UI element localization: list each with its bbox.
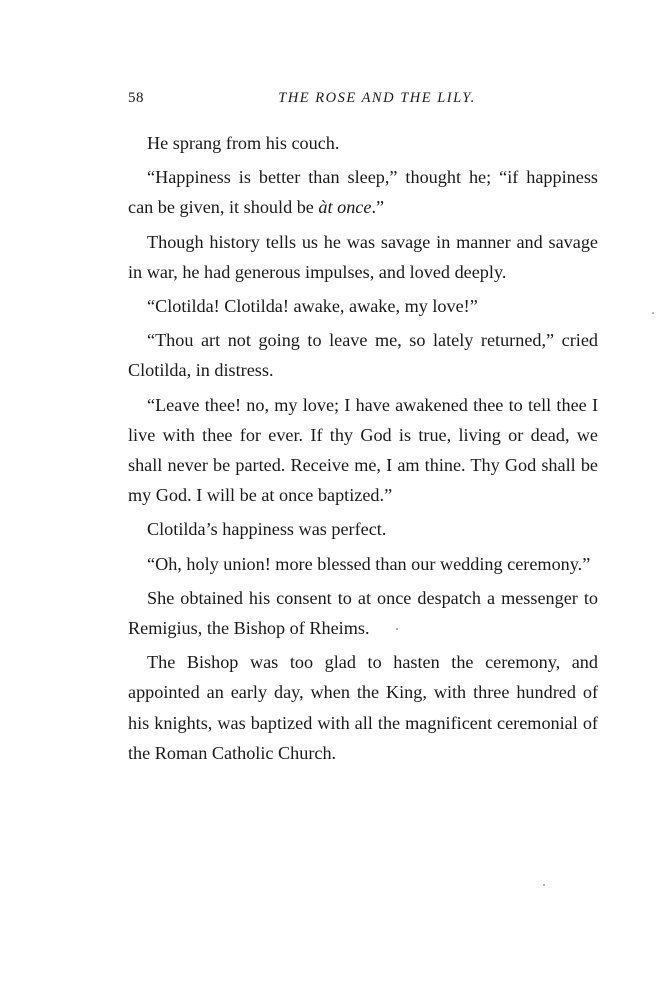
paragraph-text: He sprang from his couch. <box>147 133 340 153</box>
body-text <box>128 128 598 768</box>
paragraph <box>128 549 598 579</box>
paragraph-text: “Oh, holy union! more blessed than our wedding ceremony.” <box>147 553 591 574</box>
paper-speck <box>652 312 654 314</box>
paper-speck <box>543 884 545 886</box>
paragraph-text: Clotilda’s happiness was perfect. <box>147 519 387 540</box>
paragraph <box>128 390 598 511</box>
paragraph <box>128 514 598 544</box>
paragraph <box>128 647 598 768</box>
paragraph <box>128 291 598 321</box>
paragraph <box>128 128 598 158</box>
paragraph-text: Though history tells us he was savage in manner and savage in war, he had generous impulses, and loved deeply. <box>128 231 598 282</box>
running-head <box>128 90 598 114</box>
page-number: 58 <box>128 90 144 106</box>
paragraph <box>128 162 598 222</box>
paper-speck <box>396 628 398 630</box>
paragraph <box>128 227 598 287</box>
paragraph-text: “Happiness is better than sleep,” thought he; “if happiness can be given, it should be <box>128 167 598 218</box>
emphasis-text: àt once <box>318 197 372 218</box>
paragraph-text: She obtained his consent to at once despatch a messenger to Remigius, the Bishop of Rheims. <box>128 587 598 639</box>
paragraph-text: .” <box>371 197 385 218</box>
paragraph-text: “Clotilda! Clotilda! awake, awake, my love!” <box>147 296 478 317</box>
book-title: THE ROSE AND THE LILY. <box>278 90 476 106</box>
paragraph <box>128 583 598 643</box>
paragraph <box>128 325 598 385</box>
paragraph-text: “Leave thee! no, my love; I have awakened thee to tell thee I live with thee for ever. If thy God is true, living or dead, we shall never be parted. Receive me, I am thine. Thy God shall be my God. I will be at once baptized.” <box>128 394 598 506</box>
paragraph-text: “Thou art not going to leave me, so lately returned,” cried Clotilda, in distress. <box>128 330 598 381</box>
paragraph-text: The Bishop was too glad to hasten the ceremony, and appointed an early day, when the King, with three hundred of his knights, was baptized with all the magnificent ceremonial of the Roman Catholic Church. <box>128 652 598 763</box>
